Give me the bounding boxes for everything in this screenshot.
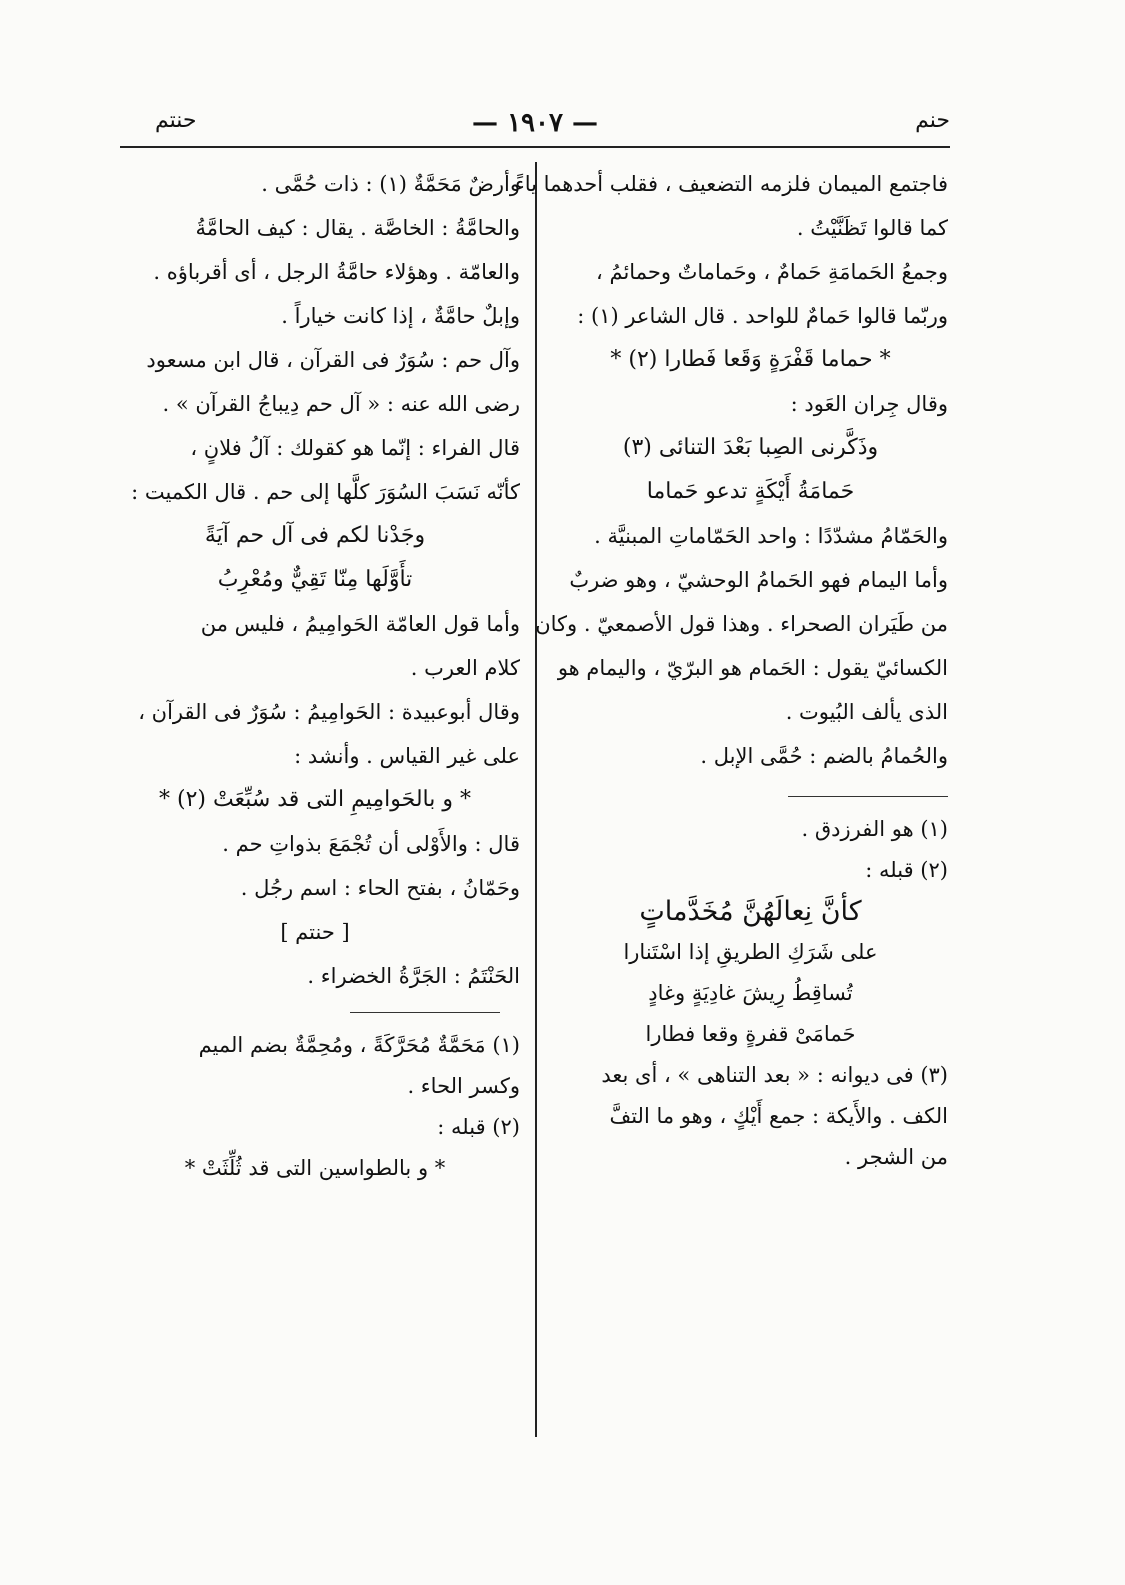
page-header [120,108,950,144]
footnote-verse-line: * و بالطواسين التى قد ثُلِّثَتْ * [184,1156,446,1180]
text-line: وأما قول العامّة الحَوامِيمُ ، فليس من [200,612,520,636]
text-line: والعامّة . وهؤلاء حامَّةُ الرجل ، أى أقرباؤه . [153,260,520,284]
page-number: — ١٩٠٧ — [472,108,598,138]
footnote-line: (١) مَحَمَّةٌ مُحَرَّكَةً ، ومُحِمَّةٌ بضم الميم [198,1033,520,1057]
text-line: وجمعُ الحَمامَةِ حَمامٌ ، وحَماماتٌ وحمائمُ ، [596,260,948,284]
text-line: الكسائيّ يقول : الحَمام هو البرّيّ ، واليمام هو [557,656,948,680]
text-line: كلام العرب . [410,656,520,680]
header-left-keyword: حنتم [155,108,197,133]
verse-line: حَمامَةُ أَيْكَةٍ تدعو حَماما [646,479,855,504]
footnote-verse-line: كأنَّ نِعالَهُنَّ مُخَدَّماتٍ [639,896,862,927]
verse-line: وذَكَّرنى الصِبا بَعْدَ التنائى (٣) [622,435,879,460]
text-line: الذى يألف البُيوت . [785,700,948,724]
text-line: وقال أبوعبيدة : الحَوامِيمُ : سُوَرٌ فى القرآن ، [138,700,520,724]
header-right-keyword: حنم [915,108,950,133]
text-line: وربّما قالوا حَمامٌ للواحد . قال الشاعر (١) : [577,304,948,328]
text-line: وحَمّانُ ، بفتح الحاء : اسم رجُل . [240,876,520,900]
footnote-rule [788,796,948,797]
verse-line: تأَوَّلَها مِنّا تَقِيٌّ ومُعْرِبُ [217,567,413,592]
text-line: والحُمامُ بالضم : حُمَّى الإبل . [700,744,948,768]
footnote-line: (٢) قبله : [865,858,948,882]
right-column [514,162,948,1178]
footnote-rule [350,1012,500,1013]
text-line: وأرضٌ مَحَمَّةٌ (١) : ذات حُمَّى . [261,172,520,196]
footnote-line: (٣) فى ديوانه : « بعد التناهى » ، أى بعد [601,1063,948,1087]
text-line: قال الفراء : إنّما هو كقولك : آلُ فلانٍ ، [190,436,520,460]
footnote-line: من الشجر . [844,1145,948,1169]
text-line: وقال جِران العَود : [790,392,948,416]
text-line: والحامَّةُ : الخاصَّة . يقال : كيف الحامَّةُ [195,216,520,240]
footnote-verse-line: تُساقِطُ رِيشَ غادِيَةٍ وغادٍ [648,981,853,1005]
footnote-line: وكسر الحاء . [407,1074,520,1098]
verse-line: * حماما قَفْرَةٍ وَقَعا فَطارا (٢) * [610,347,891,372]
text-line: كما قالوا تَظَنَّيْتُ . [796,216,948,240]
text-line: الحَنْتَمُ : الجَرَّةُ الخضراء . [307,964,520,988]
header-rule [120,146,950,148]
text-line: وآل حم : سُوَرٌ فى القرآن ، قال ابن مسعود [146,348,520,372]
text-line: قال : والأَوْلى أن تُجْمَعَ بذواتِ حم . [222,832,520,856]
text-line: وأما اليمام فهو الحَمامُ الوحشيّ ، وهو ضربٌ [569,568,948,592]
text-line: كأنّه نَسَبَ السُوَرَ كلَّها إلى حم . قال الكميت : [131,480,520,504]
footnote-verse-line: على شَرَكِ الطريقِ إذا اسْتَنارا [623,940,878,964]
footnote-line: الكف . والأَيكة : جمع أَيْكٍ ، وهو ما التفَّ [609,1104,948,1128]
column-separator [535,162,537,1437]
verse-line: * و بالحَوامِيمِ التى قد سُبِّعَتْ (٢) * [159,787,471,812]
text-line: من طَيَران الصحراء . وهذا قول الأصمعيّ . وكان [535,612,948,636]
text-line: رضى الله عنه : « آل حم دِيباجُ القرآن » . [162,392,520,416]
footnote-line: (١) هو الفرزدق . [801,817,948,841]
text-line: على غير القياس . وأنشد : [294,744,520,768]
text-line: فاجتمع الميمان فلزمه التضعيف ، فقلب أحدهما ياءً [514,172,948,196]
verse-line: وجَدْنا لكم فى آل حم آيَةً [204,523,426,548]
text-line: والحَمّامُ مشدّدًا : واحد الحَمّاماتِ المبنيَّة . [594,524,948,548]
footnote-line: (٢) قبله : [437,1115,520,1139]
text-line: وإبلٌ حامَّةٌ ، إذا كانت خياراً . [281,304,520,328]
left-column [110,162,520,1189]
entry-heading: [ حنتم ] [280,920,350,944]
footnote-verse-line: حَمامَىْ قفرةٍ وقعا فطارا [645,1022,856,1046]
